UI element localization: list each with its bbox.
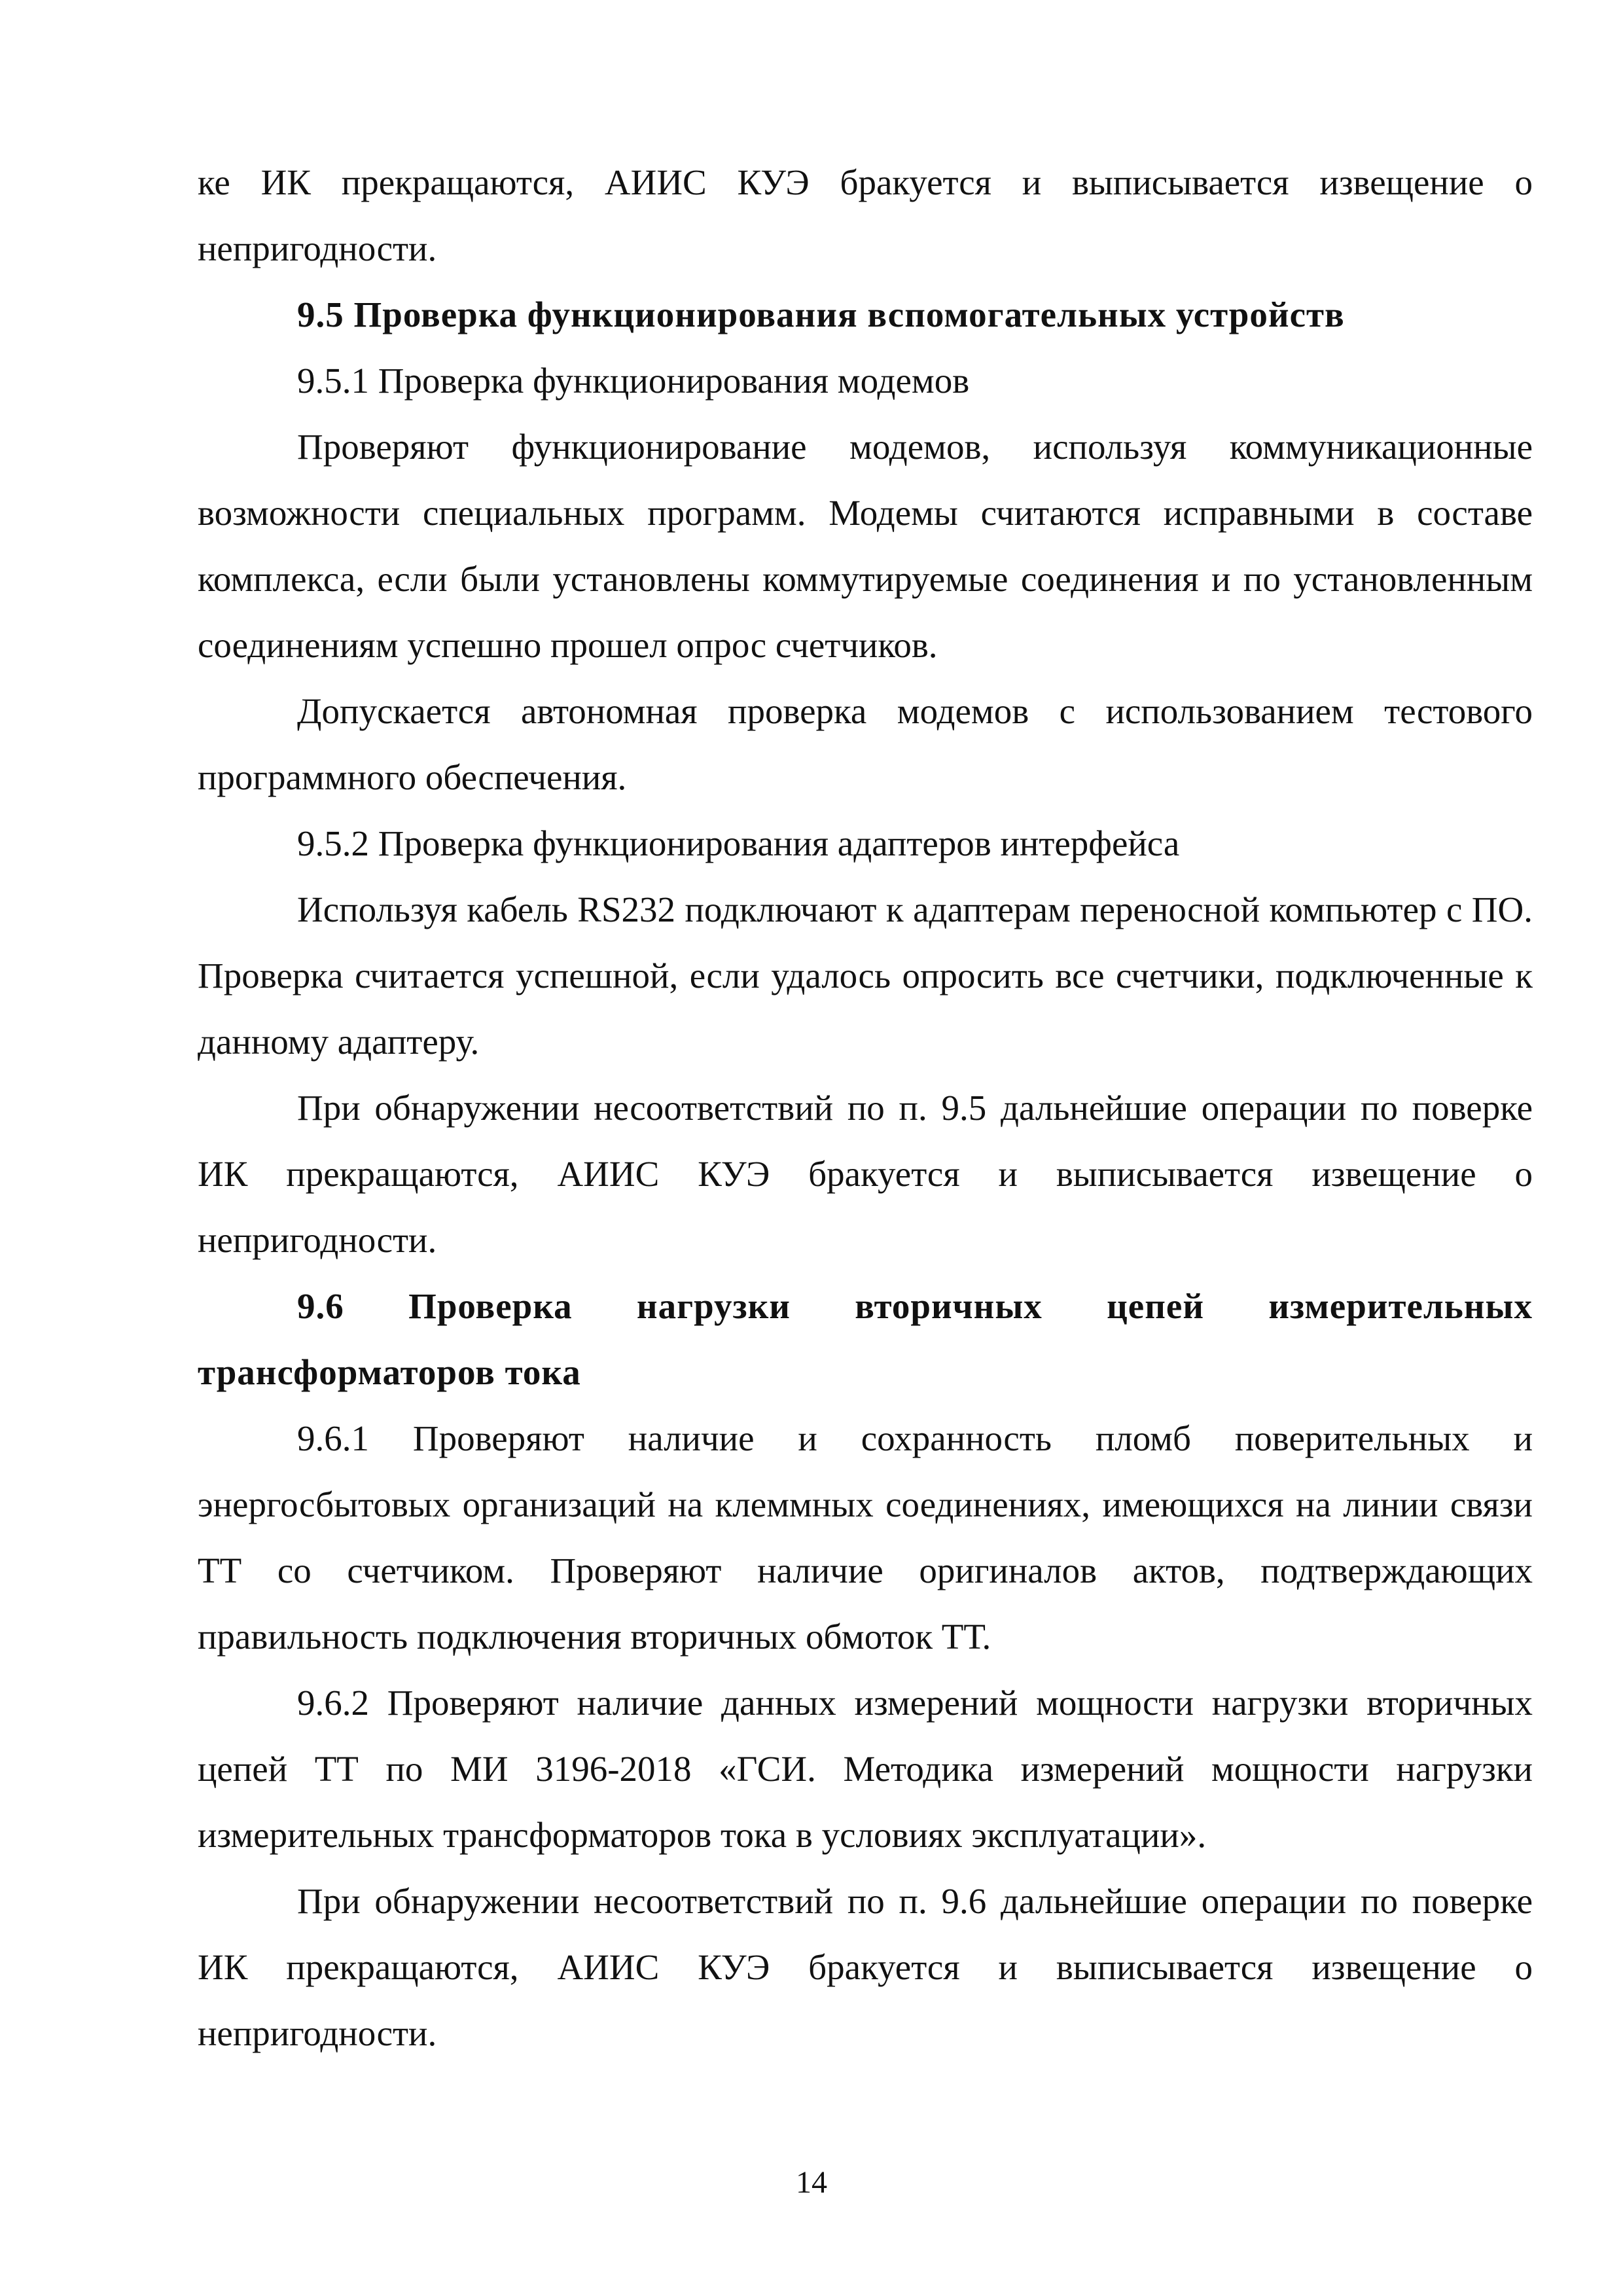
subsection-heading-9-5-2: 9.5.2 Проверка функционирования адаптеров интерфейса (297, 823, 1180, 863)
page-number: 14 (796, 2165, 827, 2200)
paragraph-nonconformity-9-5: При обнаружении несоответствий по п. 9.5 дальнейшие операции по поверке ИК прекращаются, АИИС КУЭ бракуется и выписывается извещение о непригодности. (198, 1088, 1533, 1260)
paragraph-adapter-check: Используя кабель RS232 подключают к адаптерам переносной компьютер с ПО. Проверка считается успешной, если удалось опросить все счетчики, подключенные к данному адаптеру. (198, 889, 1533, 1062)
paragraph-continuation: ке ИК прекращаются, АИИС КУЭ бракуется и выписывается извещение о непригодности. (198, 162, 1533, 268)
subsection-heading-9-5-1: 9.5.1 Проверка функционирования модемов (297, 361, 970, 401)
document-body (198, 149, 1533, 2066)
section-heading-9-6: 9.6 Проверка нагрузки вторичных цепей измерительных трансформаторов тока (198, 1286, 1533, 1392)
paragraph-modem-check: Проверяют функционирование модемов, используя коммуникационные возможности специальных программ. Модемы считаются исправными в составе комплекса, если были установлены коммутируемые соединения и по установленным соединениям успешно прошел опрос счетчиков. (198, 427, 1533, 665)
paragraph-autonomous-check: Допускается автономная проверка модемов с использованием тестового программного обеспечения. (198, 691, 1533, 797)
section-heading-9-5: 9.5 Проверка функционирования вспомогательных устройств (297, 295, 1345, 334)
paragraph-9-6-2: 9.6.2 Проверяют наличие данных измерений мощности нагрузки вторичных цепей ТТ по МИ 3196-2018 «ГСИ. Методика измерений мощности нагрузки измерительных трансформаторов тока в условиях эксплуатации». (198, 1683, 1533, 1855)
paragraph-9-6-1: 9.6.1 Проверяют наличие и сохранность пломб поверительных и энергосбытовых организаций на клеммных соединениях, имеющихся на линии связи ТТ со счетчиком. Проверяют наличие оригиналов актов, подтверждающих правильность подключения вторичных обмоток ТТ. (198, 1418, 1533, 1657)
paragraph-nonconformity-9-6: При обнаружении несоответствий по п. 9.6 дальнейшие операции по поверке ИК прекращаются, АИИС КУЭ бракуется и выписывается извещение о непригодности. (198, 1881, 1533, 2053)
